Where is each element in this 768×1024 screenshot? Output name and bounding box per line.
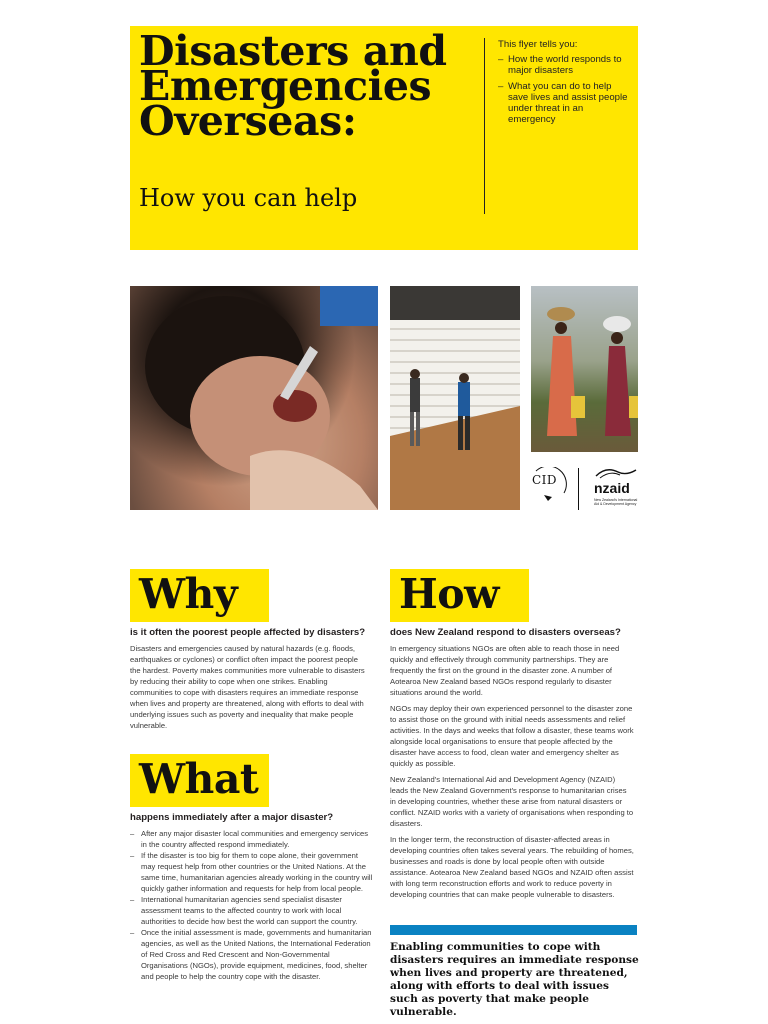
what-body xyxy=(130,828,374,982)
cid-arc-icon xyxy=(530,467,570,507)
nzaid-logo-text: nzaid xyxy=(594,480,630,496)
flyer-item: – What you can do to help save lives and assist people under threat in an emergency xyxy=(498,81,632,126)
what-list xyxy=(130,828,374,982)
why-body xyxy=(130,643,368,736)
pull-quote: Enabling communities to cope with disasters requires an immediate response when lives and property are threatened, along with efforts to deal with issues such as poverty that make people vulnerable. xyxy=(390,941,639,1018)
how-heading: How xyxy=(399,570,499,618)
what-item: – Once the initial assessment is made, governments and humanitarian agencies, as well as the United Nations, the International Federation of Red Cross and Red Crescent and Non-Governmental Organisations (NGOs), provide equipment, medicines, food, shelter and people to help the country cope with the disaster. xyxy=(130,927,374,982)
what-heading: What xyxy=(139,755,259,803)
what-item: – International humanitarian agencies send specialist disaster assessment teams to the affected country to work with local authorities to decide how best the world can support the country. xyxy=(130,894,374,927)
how-banner xyxy=(390,569,529,622)
photo-child-illustration xyxy=(130,286,378,510)
cid-logo-text: CID xyxy=(532,473,558,487)
photo-women-carrying-water xyxy=(531,286,638,452)
how-paragraph: NGOs may deploy their own experienced personnel to the disaster zone to assist those on the ground with initial needs assessments and relief activities. In the days and weeks that follow a disaster, these teams work alongside local organisations to ensure that people affected by the disaster have access to food, clean water and emergency shelter as quickly as possible. xyxy=(390,704,634,768)
logo-divider xyxy=(578,468,579,510)
why-banner xyxy=(130,569,269,622)
photo-child-vaccination xyxy=(130,286,378,510)
what-banner xyxy=(130,754,269,807)
cid-logo xyxy=(530,467,570,507)
photo-women-illustration xyxy=(531,286,638,452)
nzaid-logo xyxy=(588,466,640,508)
why-heading: Why xyxy=(139,570,238,618)
photo-warehouse-illustration xyxy=(390,286,520,510)
what-item: – If the disaster is too big for them to cope alone, their government may request help from other countries or the United Nations. At the same time, humanitarian agencies already working in the country will quickly gather information and requests for help from local people. xyxy=(130,850,374,894)
why-question: is it often the poorest people affected by disasters? xyxy=(130,627,366,638)
header-divider xyxy=(484,38,485,214)
title-line-1: Disasters and xyxy=(139,27,447,75)
page-title xyxy=(139,27,447,145)
what-item: – After any major disaster local communities and emergency services in the country affected respond immediately. xyxy=(130,828,374,850)
nzaid-koru-icon xyxy=(592,466,644,480)
flyer-intro: This flyer tells you: xyxy=(498,39,578,50)
how-question: does New Zealand respond to disasters overseas? xyxy=(390,627,621,638)
how-paragraph: In emergency situations NGOs are often able to reach those in need quickly and effectively through community partnerships. They are frequently the first on the ground in the disaster zone. A number of Aotearoa New Zealand based NGOs respond regularly to disaster situations around the world. xyxy=(390,644,620,697)
flyer-summary xyxy=(498,39,632,129)
title-line-2: Emergencies xyxy=(139,62,432,110)
header-banner xyxy=(130,26,638,250)
how-paragraph: New Zealand's International Aid and Development Agency (NZAID) leads the New Zealand Government's response to humanitarian crises in developing countries, whether these arise from natural disasters or conflict. NZAID works with a variety of organisations when responding to disasters. xyxy=(390,775,634,828)
flyer-list xyxy=(498,54,632,125)
nzaid-tagline: New Zealand's International Aid & Development Agency xyxy=(594,498,638,506)
flyer-item: – How the world responds to major disasters xyxy=(498,54,632,76)
how-body xyxy=(390,643,634,905)
why-paragraph: Disasters and emergencies caused by natural hazards (e.g. floods, earthquakes or cyclones) or conflict often impact the poorest people the hardest. Poverty makes communities more vulnerable to disasters by reducing their ability to cope when one strikes. Enabling communities to cope with disasters requires an immediate response when lives and property are threatened, along with efforts to deal with underlying issues such as poverty and inequality that make people vulnerable. xyxy=(130,644,365,730)
pull-quote-bar xyxy=(390,925,637,935)
title-line-3: Overseas: xyxy=(139,97,357,145)
page-subtitle: How you can help xyxy=(139,184,358,212)
what-question: happens immediately after a major disaster? xyxy=(130,812,334,823)
photo-aid-warehouse xyxy=(390,286,520,510)
how-paragraph: In the longer term, the reconstruction of disaster-affected areas in developing countries often takes several years. The rebuilding of homes, businesses and roads is done by local people often with outside assistance. Aotearoa New Zealand based NGOs and NZAID often assist with long term reconstruction efforts and work to reduce poverty in developing countries that can make people vulnerable to disasters. xyxy=(390,835,634,899)
